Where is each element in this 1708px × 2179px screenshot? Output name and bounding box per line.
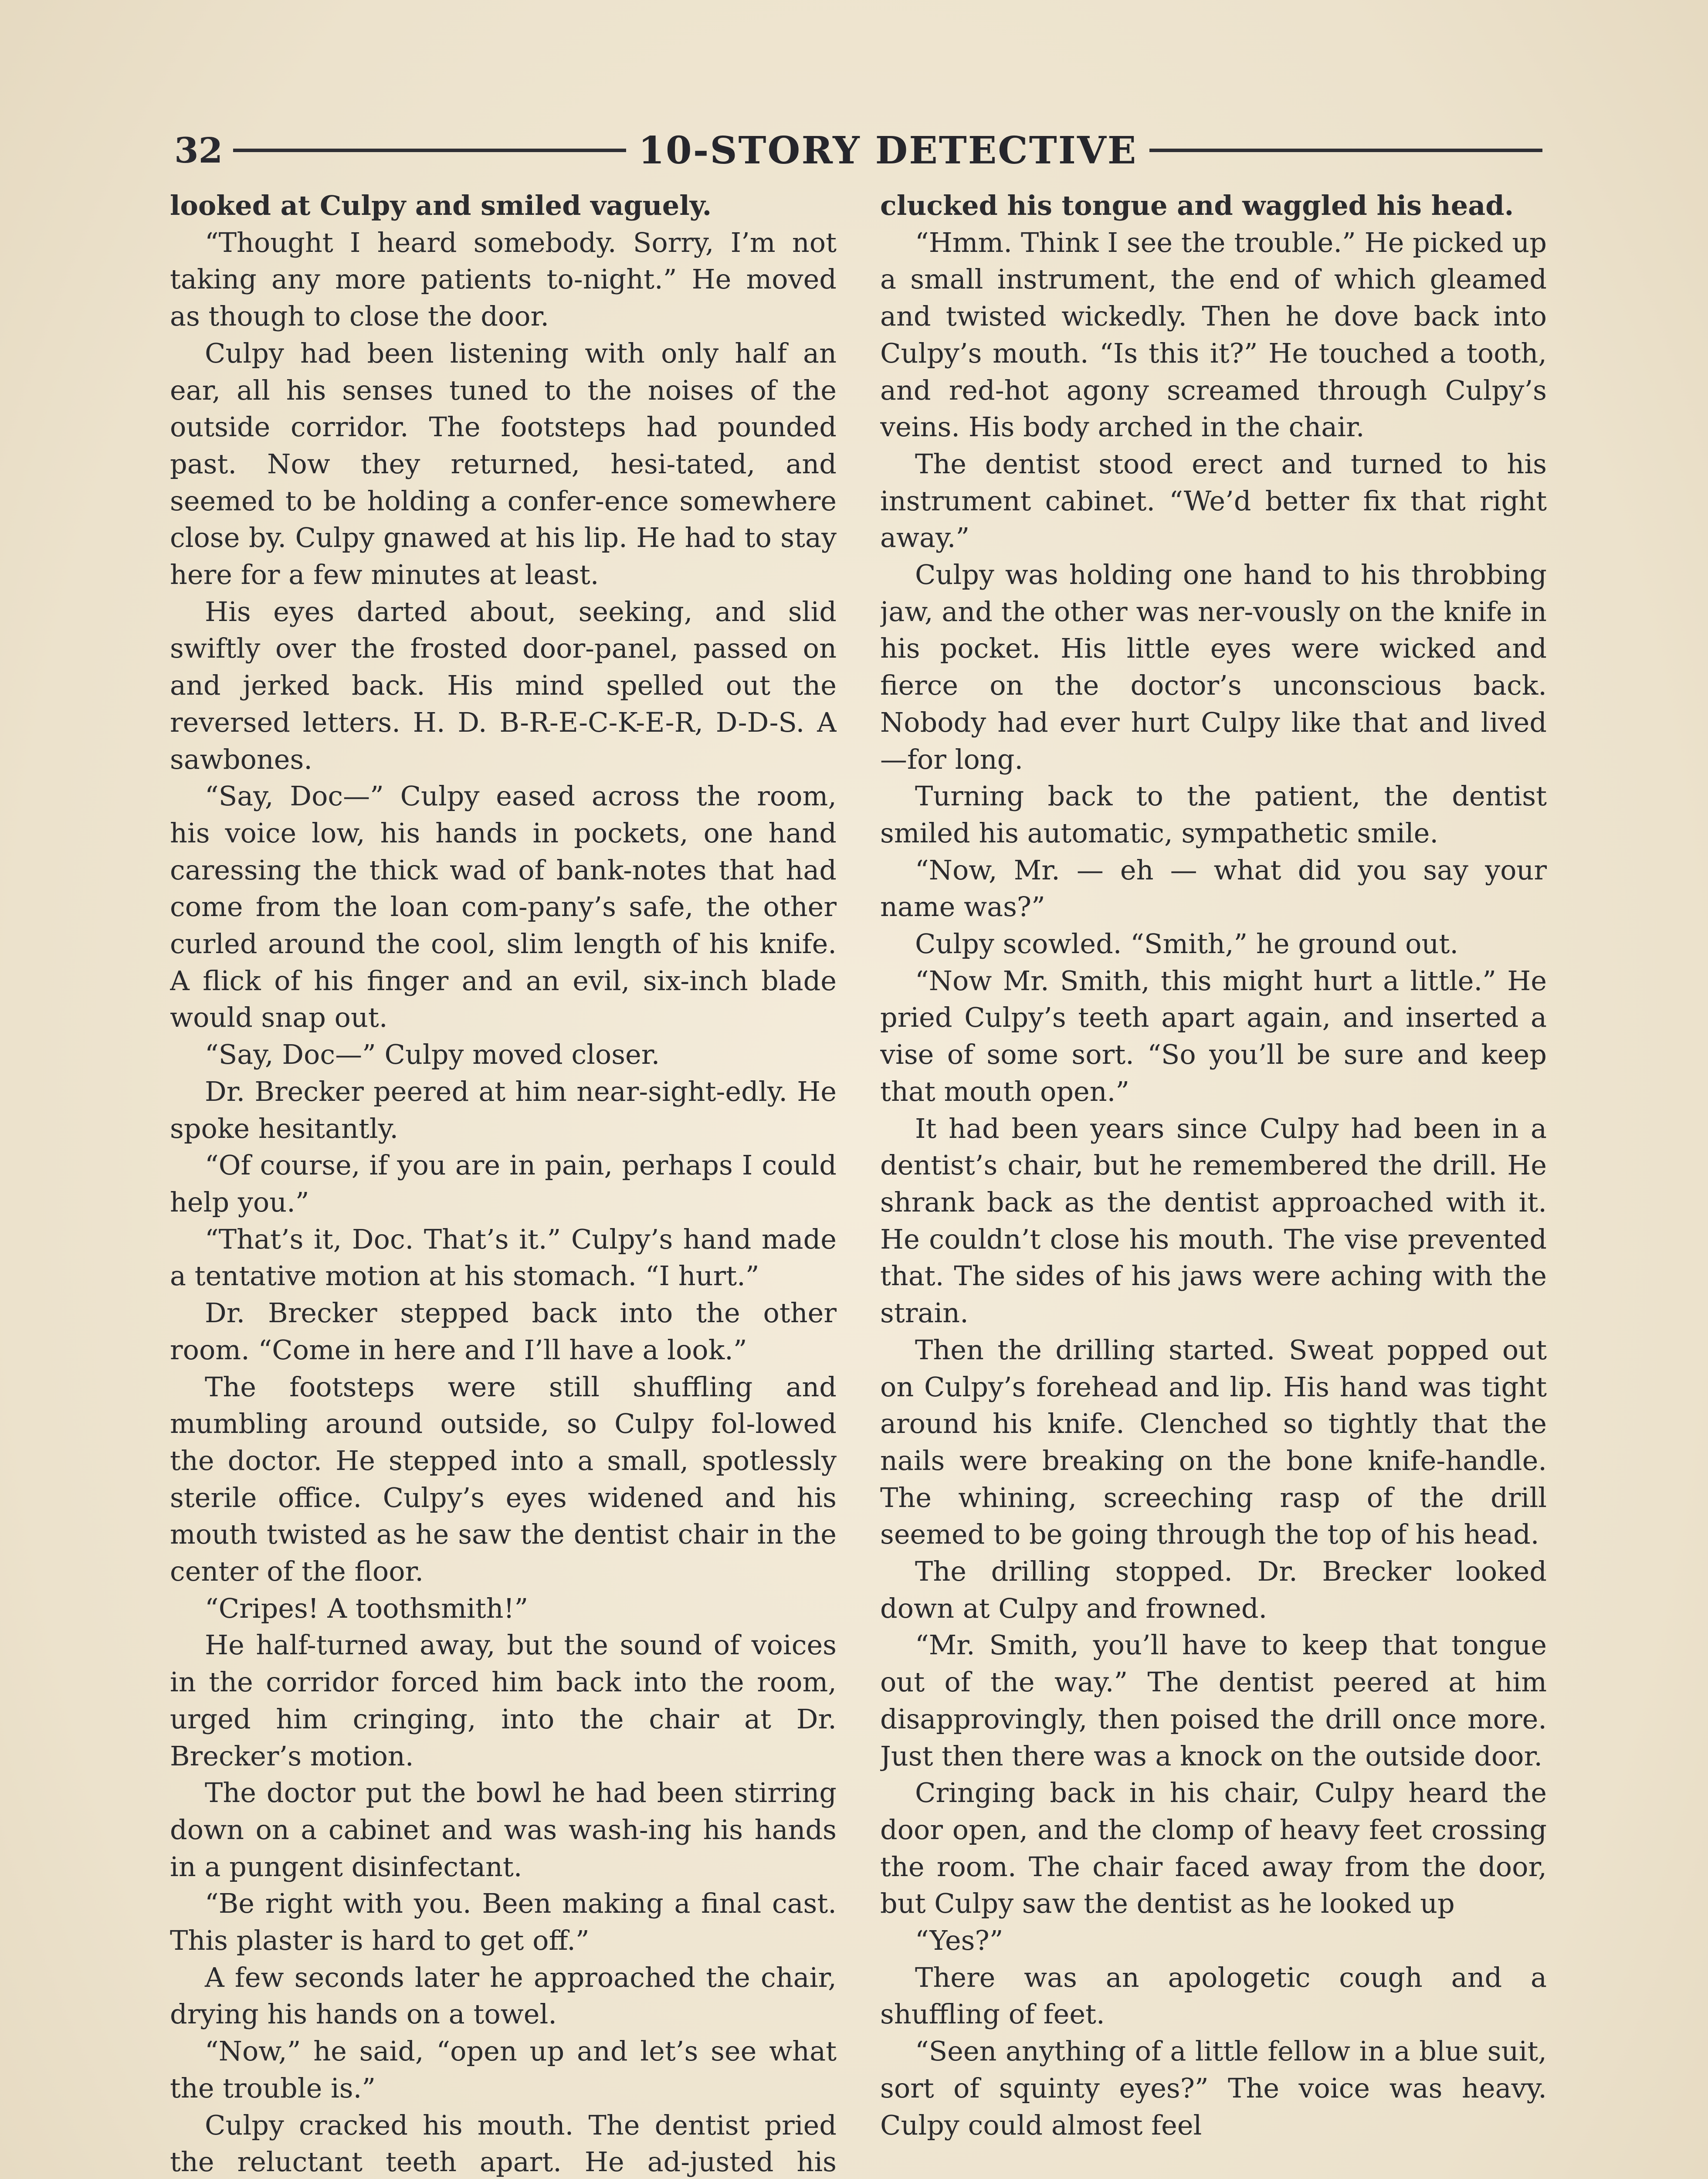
paragraph: Cringing back in his chair, Culpy heard the door open, and the clomp of heavy feet crossing the room. The chair faced away from the door, but Culpy saw the dentist as he looked up bbox=[880, 1777, 1547, 1920]
paragraph: “That’s it, Doc. That’s it.” Culpy’s hand made a tentative motion at his stomach. “I hurt.” bbox=[170, 1223, 837, 1292]
paragraph: “Thought I heard somebody. Sorry, I’m not taking any more patients to-night.” He moved as though to close the door. bbox=[170, 226, 837, 333]
paragraph: Culpy was holding one hand to his throbbing jaw, and the other was ner-vously on the knife in his pocket. His little eyes were wicked and fierce on the doctor’s unconscious back. Nobody had ever hurt Culpy like that and lived—for long. bbox=[880, 559, 1547, 775]
text-columns bbox=[170, 187, 1547, 2179]
paragraph: “Mr. Smith, you’ll have to keep that tongue out of the way.” The dentist peered at him disapprovingly, then poised the drill once more. Just then there was a knock on the outside door. bbox=[880, 1629, 1547, 1772]
right-column bbox=[880, 187, 1547, 2179]
paragraph: “Cripes! A toothsmith!” bbox=[205, 1592, 529, 1624]
paragraph: looked at Culpy and smiled vaguely. bbox=[170, 190, 712, 221]
paragraph: Dr. Brecker stepped back into the other room. “Come in here and I’ll have a look.” bbox=[170, 1297, 837, 1366]
paragraph: The footsteps were still shuffling and mumbling around outside, so Culpy fol-lowed the doctor. He stepped into a small, spotlessly sterile office. Culpy’s eyes widened and his mouth twisted as he saw the dentist chair in the center of the floor. bbox=[170, 1371, 837, 1588]
paragraph: The doctor put the bowl he had been stirring down on a cabinet and was wash-ing his hands in a pungent disinfectant. bbox=[170, 1777, 837, 1883]
paragraph: “Seen anything of a little fellow in a blue suit, sort of squinty eyes?” The voice was heavy. Culpy could almost feel bbox=[880, 2035, 1547, 2141]
paragraph: A few seconds later he approached the chair, drying his hands on a towel. bbox=[170, 1961, 837, 2030]
paragraph: “Now, Mr. — eh — what did you say your name was?” bbox=[880, 854, 1547, 923]
paragraph: His eyes darted about, seeking, and slid swiftly over the frosted door-panel, passed on and jerked back. His mind spelled out the reversed letters. H. D. B-R-E-C-K-E-R, D-D-S. A sawbones. bbox=[170, 595, 837, 775]
magazine-title: 10-STORY DETECTIVE bbox=[638, 128, 1138, 173]
paragraph: “Hmm. Think I see the trouble.” He picked up a small instrument, the end of which gleamed and twisted wickedly. Then he dove back into Culpy’s mouth. “Is this it?” He touched a tooth, and red-hot agony screamed through Culpy’s veins. His body arched in the chair. bbox=[880, 226, 1547, 443]
paragraph: He half-turned away, but the sound of voices in the corridor forced him back into the room, urged him cringing, into the chair at Dr. Brecker’s motion. bbox=[170, 1629, 837, 1772]
paragraph: Culpy cracked his mouth. The dentist pried the reluctant teeth apart. He ad-justed his bbox=[170, 2109, 837, 2178]
paragraph: Dr. Brecker peered at him near-sight-edly. He spoke hesitantly. bbox=[170, 1075, 837, 1144]
left-column bbox=[170, 187, 837, 2179]
paragraph: “Say, Doc—” Culpy eased across the room, his voice low, his hands in pockets, one hand caressing the thick wad of bank-notes that had come from the loan com-pany’s safe, the other curled around the cool, slim length of his knife. A flick of his finger and an evil, six-inch blade would snap out. bbox=[170, 780, 837, 1034]
paragraph: “Be right with you. Been making a final cast. This plaster is hard to get off.” bbox=[170, 1887, 837, 1957]
header-rule-left bbox=[233, 149, 626, 152]
paragraph: Culpy scowled. “Smith,” he ground out. bbox=[915, 928, 1459, 960]
paragraph: “Now Mr. Smith, this might hurt a little.” He pried Culpy’s teeth apart again, and inserted a vise of some sort. “So you’ll be sure and keep that mouth open.” bbox=[880, 964, 1547, 1107]
paragraph: “Yes?” bbox=[915, 1924, 1003, 1957]
paragraph: Turning back to the patient, the dentist smiled his automatic, sympathetic smile. bbox=[880, 780, 1547, 849]
page-header bbox=[174, 126, 1542, 174]
paragraph: Culpy had been listening with only half an ear, all his senses tuned to the noises of the outside corridor. The footsteps had pounded past. Now they returned, hesi-tated, and seemed to be holding a confer-ence somewhere close by. Culpy gnawed at his lip. He had to stay here for a few minutes at least. bbox=[170, 337, 837, 591]
paragraph: “Say, Doc—” Culpy moved closer. bbox=[205, 1039, 660, 1071]
paragraph: Then the drilling started. Sweat popped out on Culpy’s forehead and lip. His hand was tight around his knife. Clenched so tightly that the nails were breaking on the bone knife-handle. The whining, screeching rasp of the drill seemed to be going through the top of his head. bbox=[880, 1334, 1547, 1551]
paragraph: “Of course, if you are in pain, perhaps I could help you.” bbox=[170, 1149, 837, 1218]
paragraph: There was an apologetic cough and a shuffling of feet. bbox=[880, 1961, 1547, 2030]
header-rule-right bbox=[1149, 149, 1542, 152]
paragraph: clucked his tongue and waggled his head. bbox=[880, 190, 1514, 221]
page-number: 32 bbox=[174, 130, 223, 171]
paragraph: It had been years since Culpy had been in a dentist’s chair, but he remembered the drill. He shrank back as the dentist approached with it. He couldn’t close his mouth. The vise prevented that. The sides of his jaws were aching with the strain. bbox=[880, 1112, 1547, 1329]
paragraph: “Now,” he said, “open up and let’s see what the trouble is.” bbox=[170, 2035, 837, 2104]
paragraph: The drilling stopped. Dr. Brecker looked down at Culpy and frowned. bbox=[880, 1555, 1547, 1624]
paragraph: The dentist stood erect and turned to his instrument cabinet. “We’d better fix that right away.” bbox=[880, 448, 1547, 554]
